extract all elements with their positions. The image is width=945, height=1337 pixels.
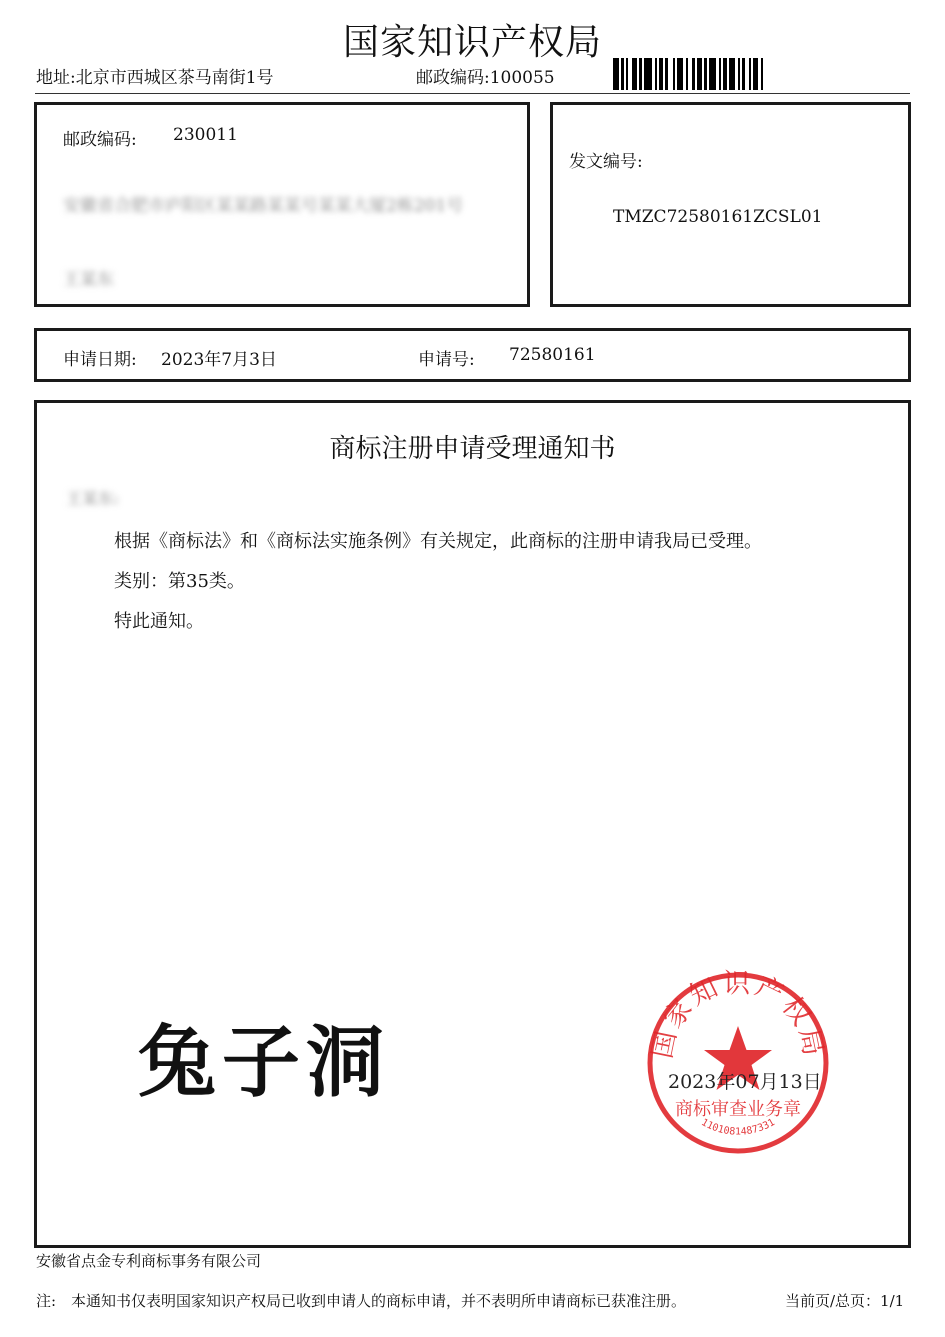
seal-serial: 1101081487331 xyxy=(699,1117,777,1138)
seal-inner-text: 商标审查业务章 xyxy=(675,1099,801,1120)
seal-outer-text: 国家知识产权局 xyxy=(646,968,830,1062)
notice-line-3: 特此通知。 xyxy=(114,611,204,632)
agency-postcode: 邮政编码:100055 xyxy=(416,68,555,88)
doc-number-value: TMZC72580161ZCSL01 xyxy=(613,207,823,227)
trademark-text: 兔子洞 xyxy=(138,1018,391,1108)
barcode-image xyxy=(613,58,905,90)
application-date: 2023年7月3日 xyxy=(161,350,277,370)
agency-address: 地址:北京市西城区茶马南街1号 xyxy=(36,68,274,88)
footer-note: 注: 本通知书仅表明国家知识产权局已收到申请人的商标申请，并不表明所申请商标已获准注册。 xyxy=(36,1292,687,1310)
recipient-postcode-label: 邮政编码: xyxy=(63,130,137,150)
doc-number-box xyxy=(550,102,911,307)
svg-text:1101081487331 xyxy=(699,1117,777,1138)
notice-line-2: 类别：第35类。 xyxy=(114,571,245,592)
recipient-box xyxy=(34,102,530,307)
issue-date: 2023年07月13日 xyxy=(668,1071,822,1093)
page-indicator: 当前页/总页：1/1 xyxy=(785,1292,905,1310)
recipient-name-redacted: 王某东 xyxy=(63,270,114,290)
doc-number-label: 发文编号: xyxy=(569,152,643,172)
recipient-postcode: 230011 xyxy=(173,125,238,145)
recipient-address-redacted: 安徽省合肥市庐阳区某某路某某号某某大厦2栋201号 xyxy=(63,196,464,216)
official-seal xyxy=(643,968,833,1158)
application-number-label: 申请号: xyxy=(418,350,475,370)
application-date-label: 申请日期: xyxy=(63,350,137,370)
agency-title: 国家知识产权局 xyxy=(342,22,602,63)
application-number: 72580161 xyxy=(509,345,596,365)
agent-name: 安徽省点金专利商标事务有限公司 xyxy=(36,1252,262,1270)
notice-addressee-redacted: 王某东: xyxy=(66,489,120,508)
application-box xyxy=(34,328,911,382)
header-divider xyxy=(35,93,910,94)
notice-title: 商标注册申请受理通知书 xyxy=(329,434,616,464)
notice-line-1: 根据《商标法》和《商标法实施条例》有关规定，此商标的注册申请我局已受理。 xyxy=(114,531,762,552)
